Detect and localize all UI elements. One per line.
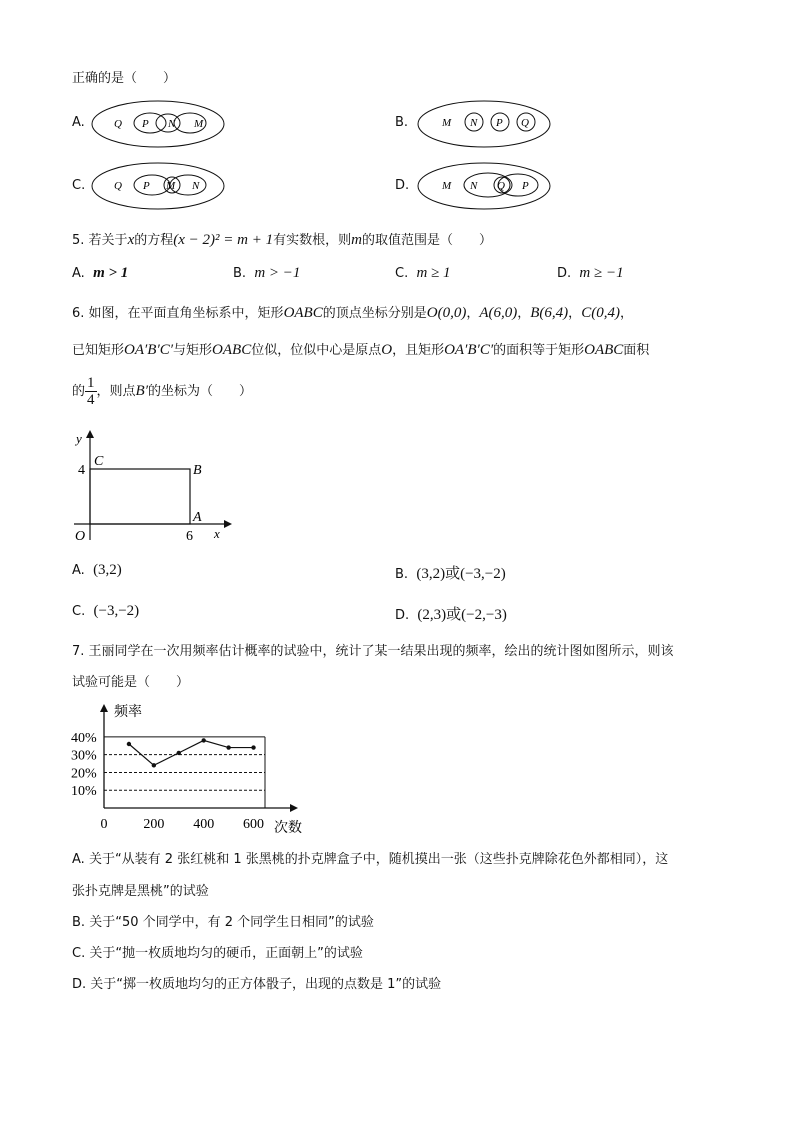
venn-a-label-3: N <box>168 118 176 130</box>
chart-x-arrow-icon <box>290 804 298 812</box>
q6-rect-prime: OA′B′C′ <box>124 342 174 358</box>
venn-c-label-4: N <box>192 180 200 192</box>
q5-text-c: 有实数根，则 <box>273 233 352 248</box>
q7-option-a: A. 关于“从装有 2 张红桃和 1 张黑桃的扑克牌盒子中，随机摸出一张（这些扑克牌除花色外都相同），这 <box>72 852 669 867</box>
venn-b-label-1: M <box>442 117 452 129</box>
chart-y-label: 频率 <box>114 705 142 720</box>
q4-option-d-letter: D. <box>395 178 410 193</box>
q6-line-3: 的 $\frac{1}{4}$ ，则点B′的坐标为（ ） <box>72 375 252 408</box>
chart-data-point <box>201 738 205 742</box>
point-a-label: A <box>193 510 202 525</box>
q7-line-2: 试验可能是（ ） <box>72 675 190 690</box>
chart-y-arrow-icon <box>100 704 108 712</box>
q6-fraction: $\frac{1}{4}$ <box>87 375 95 408</box>
q6-line-2: 已知矩形OA′B′C′与矩形OABC位似，位似中心是原点O，且矩形OA′B′C′的面积等于矩形OABC面积 <box>72 342 650 358</box>
q4-option-c-diagram <box>88 160 228 212</box>
tick-6: 6 <box>186 529 193 544</box>
q5-equation: (x − 2)² = m + 1 <box>173 232 274 248</box>
venn-c-label-3: M <box>166 180 176 192</box>
q4-prompt-tail: 正确的是（ ） <box>72 71 177 86</box>
q6-coord-a: A(6,0) <box>479 305 518 321</box>
q5-var-x: x <box>127 232 135 248</box>
chart-series-line <box>129 740 254 765</box>
q5-var-m: m <box>351 232 362 248</box>
q6-coord-c: C(0,4) <box>581 305 620 321</box>
q6-line-1: 6. 如图，在平面直角坐标系中，矩形OABC的顶点坐标分别是O(0,0)，A(6,0)，B(6,4)，C(0,4)， <box>72 305 633 321</box>
chart-y-tick-label: 30% <box>71 748 97 764</box>
q4-option-a-diagram <box>88 98 228 150</box>
rectangle-oabc <box>90 469 190 524</box>
origin-label: O <box>75 529 86 544</box>
q7-line-1: 7. 王丽同学在一次用频率估计概率的试验中，统计了某一结果出现的频率，绘出的统计图如图所示，则该 <box>72 644 674 659</box>
chart-x-label: 次数 <box>274 821 302 836</box>
y-axis-arrow-icon <box>86 430 94 438</box>
q5-number: 5. <box>72 233 85 248</box>
venn-c-label-2: P <box>143 180 150 192</box>
venn-d-label-1: M <box>442 180 452 192</box>
q6-option-b: B. (3,2)或(−3,−2) <box>395 566 506 582</box>
q6-option-d: D. (2,3)或(−2,−3) <box>395 607 507 623</box>
q4-option-d-diagram <box>414 160 554 212</box>
venn-a-label-1: Q <box>114 118 122 130</box>
q5-option-b: B. m > −1 <box>233 265 301 281</box>
chart-y-tick-label: 10% <box>71 784 97 800</box>
q6-point-bprime: B′ <box>135 383 148 399</box>
chart-data-point <box>127 742 131 746</box>
chart-data-point <box>226 745 230 749</box>
q5-option-a: A. m > 1 <box>72 265 129 281</box>
q6-coord-b: B(6,4) <box>530 305 569 321</box>
q7-frequency-chart <box>70 700 310 838</box>
q4-option-b-diagram <box>414 98 554 150</box>
q7-option-a-cont: 张扑克牌是黑桃”的试验 <box>72 884 209 899</box>
q5-text-a: 若关于 <box>88 233 128 248</box>
venn-a-label-2: P <box>142 118 149 130</box>
chart-y-tick-label: 40% <box>71 730 97 746</box>
venn-d-label-3: Q <box>497 180 505 192</box>
q6-number: 6. <box>72 306 85 321</box>
q7-option-b: B. 关于“50 个同学中，有 2 个同学生日相同”的试验 <box>72 915 374 930</box>
q5-option-d: D. m ≥ −1 <box>557 265 624 281</box>
q5-text-b: 的方程 <box>134 233 174 248</box>
venn-b-label-3: P <box>496 117 503 129</box>
q4-option-b-letter: B. <box>395 115 409 130</box>
q5-text-d: 的取值范围是（ ） <box>361 233 492 248</box>
venn-a-label-4: M <box>194 118 204 130</box>
q6-rect: OABC <box>283 305 323 321</box>
x-label: x <box>214 526 220 541</box>
q7-option-d: D. 关于“掷一枚质地均匀的正方体骰子，出现的点数是 1”的试验 <box>72 977 442 992</box>
chart-x-tick-label: 200 <box>143 817 165 832</box>
chart-data-point <box>177 751 181 755</box>
point-c-label: C <box>94 454 104 469</box>
tick-4: 4 <box>78 463 85 478</box>
venn-c-label-1: Q <box>114 180 122 192</box>
x-axis-arrow-icon <box>224 520 232 528</box>
venn-b-label-2: N <box>470 117 478 129</box>
chart-x-tick-label: 600 <box>243 817 265 832</box>
q5-stem <box>72 229 492 249</box>
q7-option-c: C. 关于“抛一枚质地均匀的硬币，正面朝上”的试验 <box>72 946 363 961</box>
chart-x-tick-label: 400 <box>193 817 215 832</box>
chart-data-point <box>152 763 156 767</box>
y-label: y <box>76 431 82 446</box>
chart-y-tick-label: 20% <box>71 766 97 782</box>
q6-coord-o: O(0,0) <box>426 305 467 321</box>
venn-b-label-4: Q <box>521 117 529 129</box>
q4-option-c-letter: C. <box>72 178 86 193</box>
venn-d-label-2: N <box>470 180 478 192</box>
chart-data-point <box>251 745 255 749</box>
q6-option-c: C. (−3,−2) <box>72 603 140 619</box>
point-b-label: B <box>193 463 202 478</box>
q6-option-a: A. (3,2) <box>72 562 122 578</box>
q4-option-a-letter: A. <box>72 115 85 130</box>
chart-x-tick-label: 0 <box>100 817 108 832</box>
q5-option-c: C. m ≥ 1 <box>395 265 451 281</box>
q6-coordinate-figure <box>70 428 240 546</box>
venn-d-label-4: P <box>522 180 529 192</box>
